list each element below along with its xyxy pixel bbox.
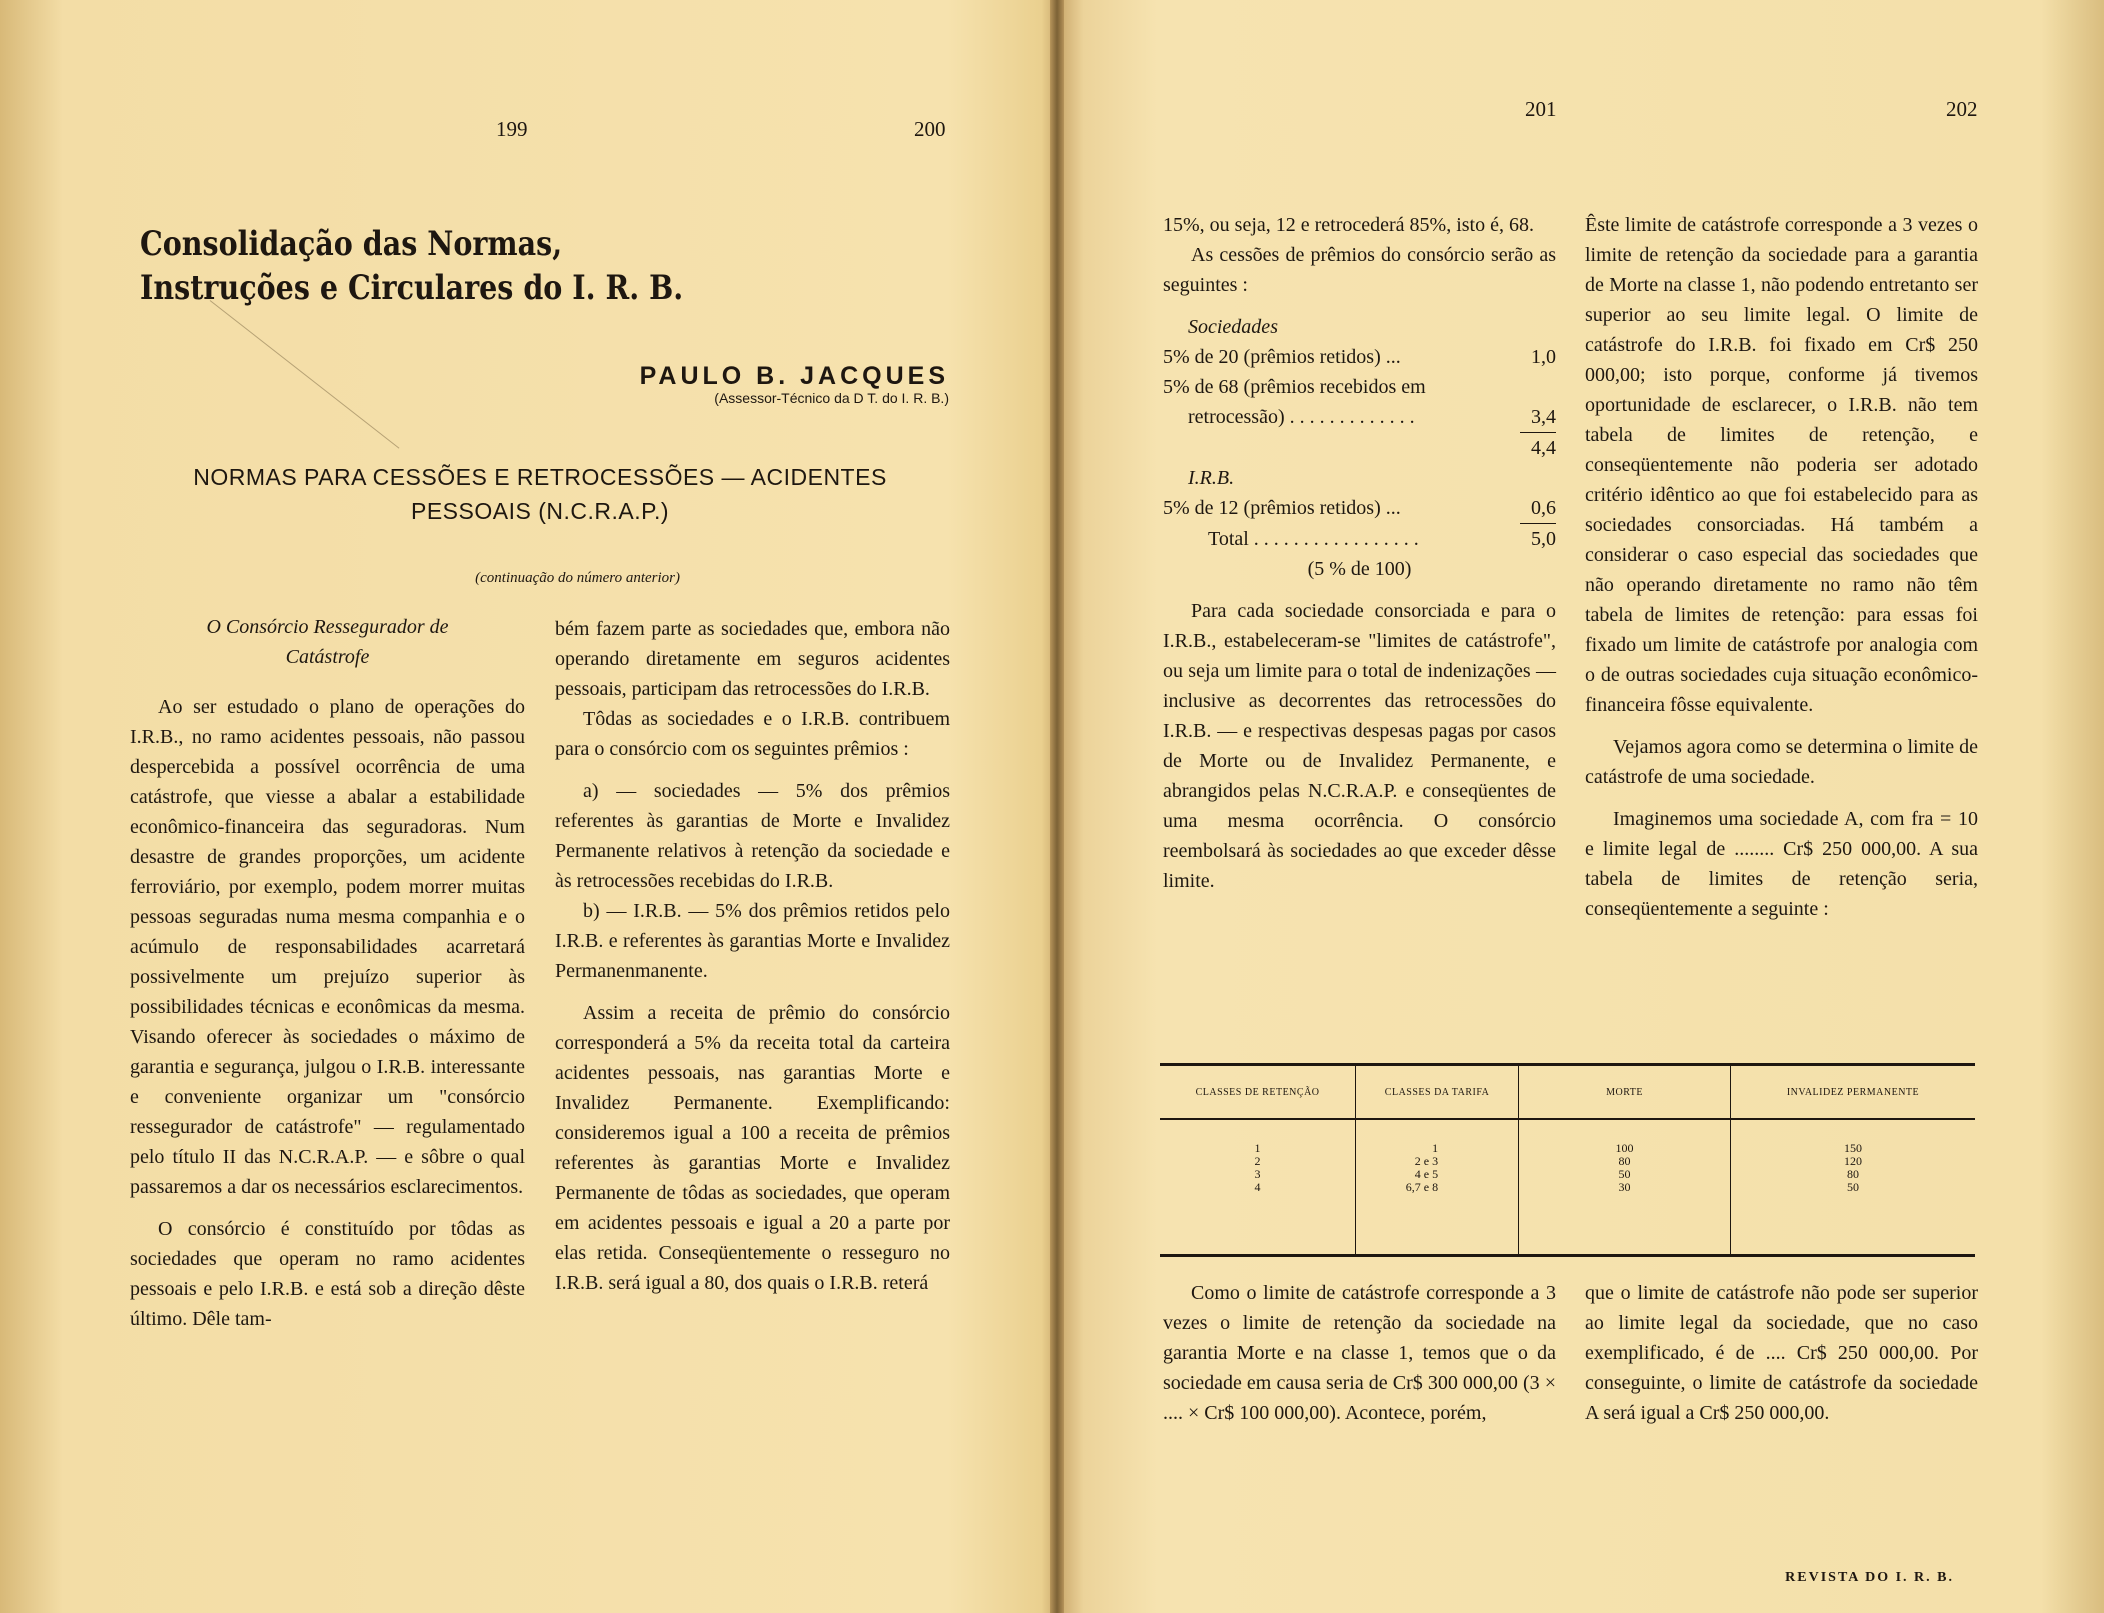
list-row-subtotal: 4,4 bbox=[1531, 437, 1556, 459]
table-cell-retention-classes: 1 2 3 4 bbox=[1254, 1141, 1261, 1194]
premium-list bbox=[1163, 312, 1556, 584]
paragraph: Ao ser estudado o plano de operações do I.R.B., no ramo acidentes pessoais, não passou despercebida a possível ocorrência de uma catástrofe, que viesse a abalar a estabilidade econômico-financeira das seguradoras. Num desastre de grandes proporções, um acidente ferroviário, por exemplo, podem morrer muitas pessoas seguradas numa mesma companhia e o acúmulo de responsabilidades acarretará possivelmente um prejuízo superior às possibilidades técnicas e econômicas da mesma. Visando oferecer às sociedades o máximo de garantia e segurança, julgou o I.R.B. interessante e conveniente organizar um "consórcio ressegurador de catástrofe" — regulamentado pelo título II das N.C.R.A.P. — e sôbre o qual passaremos a dar os necessários esclarecimentos. bbox=[130, 696, 525, 1198]
column-2 bbox=[555, 614, 950, 1298]
subheading bbox=[130, 612, 525, 672]
paragraph: 15%, ou seja, 12 e retrocederá 85%, isto é, 68. bbox=[1163, 214, 1534, 236]
column-6 bbox=[1585, 1278, 1978, 1428]
title-line-1: Consolidação das Normas, bbox=[140, 224, 563, 264]
column-1 bbox=[130, 612, 525, 1334]
paragraph: bém fazem parte as sociedades que, embora não operando diretamente em seguros acidentes pessoais, participam das retrocessões do I.R.B. bbox=[555, 618, 950, 700]
table-cell-tariff-classes: 1 2 e 3 4 e 5 6,7 e 8 bbox=[1356, 1119, 1519, 1256]
paragraph: Vejamos agora como se determina o limite de catástrofe de uma sociedade. bbox=[1585, 736, 1978, 788]
list-row-total: Total . . . . . . . . . . . . . . . . . 5,0 bbox=[1208, 528, 1556, 550]
list-row-label: 5% de 68 (prêmios recebidos em bbox=[1163, 376, 1426, 398]
table-cell-morte: 100 80 50 30 bbox=[1519, 1119, 1731, 1256]
column-5 bbox=[1163, 1278, 1556, 1428]
table-row bbox=[1160, 1119, 1975, 1256]
paragraph: Para cada sociedade consorciada e para o I.R.B., estabeleceram-se "limites de catástrofe", ou seja um limite para o total de indenizações — inclusive as decorrentes das retrocessões do I.R.B. — e respectivas despesas pagas por casos de Morte ou de Invalidez Permanente, e abrangidos pelas N.C.R.A.P. e conseqüentes de uma mesma ocorrência. O consórcio reembolsará às sociedades ao que exceder dêsse limite. bbox=[1163, 600, 1556, 892]
paragraph: Como o limite de catástrofe corresponde a 3 vezes o limite de retenção da sociedade na garantia Morte e na classe 1, temos que o da sociedade em causa seria de Cr$ 300 000,00 (3 × .... × Cr$ 100 000,00). Acontece, porém, bbox=[1163, 1282, 1556, 1424]
table-header-cell: CLASSES DA TARIFA bbox=[1356, 1065, 1519, 1120]
list-row: 5% de 20 (prêmios retidos) ... 1,0 bbox=[1163, 346, 1556, 368]
paragraph: As cessões de prêmios do consórcio serão as seguintes : bbox=[1163, 244, 1556, 296]
list-row: 5% de 12 (prêmios retidos) ... 0,6 bbox=[1163, 497, 1556, 519]
table-cell-invalidez: 150 120 80 50 bbox=[1730, 1119, 1975, 1256]
paragraph: Assim a receita de prêmio do consórcio corresponderá a 5% da receita total da carteira acidentes pessoais, nas garantias Morte e Invalidez Permanente. Exemplificando: consideremos igual a 100 a receita de prêmios referentes às garantias Morte e Invalidez Permanente de tôdas as sociedades, que operam em acidentes pessoais e igual a 20 a parte por elas retida. Conseqüentemente o resseguro no I.R.B. será igual a 80, dos quais o I.R.B. reterá bbox=[555, 1002, 950, 1294]
page-number-199: 199 bbox=[496, 117, 528, 141]
list-heading-sociedades: Sociedades bbox=[1188, 316, 1278, 338]
author-name: PAULO B. JACQUES bbox=[639, 362, 949, 390]
retention-limits-table bbox=[1160, 1063, 1975, 1257]
paragraph: O consórcio é constituído por tôdas as sociedades que operam no ramo acidentes pessoais e pelo I.R.B. e está sob a direção dêste último. Dêle tam- bbox=[130, 1218, 525, 1330]
journal-footer: REVISTA DO I. R. B. bbox=[1785, 1570, 1954, 1585]
article-title bbox=[140, 222, 683, 310]
page-number-202: 202 bbox=[1946, 97, 1978, 121]
table-header-row bbox=[1160, 1065, 1975, 1120]
section-line-1: NORMAS PARA CESSÕES E RETROCESSÕES — ACIDENTES bbox=[193, 464, 887, 490]
total-note: (5 % de 100) bbox=[1307, 558, 1412, 580]
paragraph: Êste limite de catástrofe corresponde a 3 vezes o limite de retenção da sociedade para a garantia de Morte na classe 1, não podendo entretanto ser superior ao seu limite legal. O limite de catástrofe do I.R.B. foi fixado em Cr$ 250 000,00; isto porque, conforme já tivemos oportunidade de esclarecer, o I.R.B. não tem tabela de limites de retenção, e conseqüentemente não poderia ser adotado critério idêntico ao que foi estabelecido para as sociedades consorciadas. Há também a considerar o caso especial das sociedades que não operando diretamente no ramo não têm tabela de limites de retenção: para essas foi fixado um limite de catástrofe por analogia com o de outras sociedades cuja situação econômico-financeira fôsse equivalente. bbox=[1585, 214, 1978, 716]
author-role: (Assessor-Técnico da D T. do I. R. B.) bbox=[714, 390, 949, 406]
list-heading-irb: I.R.B. bbox=[1188, 467, 1235, 489]
paragraph: Imaginemos uma sociedade A, com fra = 10 e limite legal de ........ Cr$ 250 000,00. A sua tabela de limites de retenção seria, conseqüentemente a seguinte : bbox=[1585, 808, 1978, 920]
column-4 bbox=[1585, 210, 1978, 924]
page-number-200: 200 bbox=[914, 117, 946, 141]
table-header-cell: CLASSES DE RETENÇÃO bbox=[1160, 1065, 1356, 1120]
paragraph: a) — sociedades — 5% dos prêmios referentes às garantias de Morte e Invalidez Permanente relativos à retenção da sociedade e às retrocessões recebidas do I.R.B. bbox=[555, 780, 950, 892]
paper-crease bbox=[210, 300, 400, 449]
page-number-201: 201 bbox=[1525, 97, 1557, 121]
continuation-note: (continuação do número anterior) bbox=[475, 570, 680, 586]
subheading-line-1: O Consórcio Ressegurador de bbox=[206, 616, 449, 638]
subheading-line-2: Catástrofe bbox=[285, 646, 370, 668]
table-header-cell: MORTE bbox=[1519, 1065, 1731, 1120]
list-row: retrocessão) . . . . . . . . . . . . . 3,4 bbox=[1188, 406, 1556, 428]
section-heading bbox=[150, 460, 930, 528]
paragraph: b) — I.R.B. — 5% dos prêmios retidos pelo I.R.B. e referentes às garantias Morte e Invalidez Permanenmanente. bbox=[555, 900, 950, 982]
table-header-cell: INVALIDEZ PERMANENTE bbox=[1730, 1065, 1975, 1120]
title-line-2: Instruções e Circulares do I. R. B. bbox=[140, 268, 684, 308]
paragraph: que o limite de catástrofe não pode ser superior ao limite legal da sociedade, que no caso exemplificado, é de .... Cr$ 250 000,00. Por conseguinte, o limite de catástrofe da sociedade A será igual a Cr$ 250 000,00. bbox=[1585, 1282, 1978, 1424]
book-gutter bbox=[1050, 0, 1064, 1613]
paragraph: Tôdas as sociedades e o I.R.B. contribuem para o consórcio com os seguintes prêmios : bbox=[555, 708, 950, 760]
column-3 bbox=[1163, 210, 1556, 896]
section-line-2: PESSOAIS (N.C.R.A.P.) bbox=[410, 498, 670, 524]
